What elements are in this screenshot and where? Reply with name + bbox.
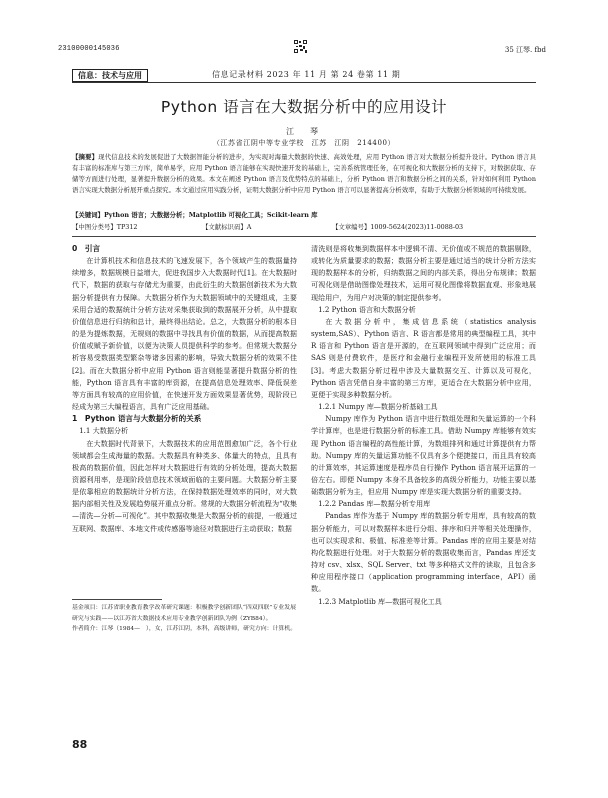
- journal-line: 信息记录材料 2023 年 11 月 第 24 卷第 11 期: [212, 70, 401, 79]
- document-code: 【文献标识码】A: [202, 223, 252, 231]
- keywords-label: 【关键词】: [72, 211, 104, 219]
- clc-number: 【中图分类号】TP312: [72, 223, 138, 231]
- keywords-text: Python 语言；大数据分析；Matplotlib 可视化工具；Scikit-learn 库: [103, 211, 318, 219]
- qr-code-icon: [294, 40, 307, 53]
- body-paragraph: 在大数据分析中，集成信息系统（statistics analysis system,SAS）、Python 语言、R 语言都是常用的典型编程工具，其中 R 语言和 Python 语言是开源的，在互联网领域中得到广泛应用；而 SAS 则是付费软件，是医疗和金融行业编程开发所使用的标准工具[3]。考虑大数据分析过程中涉及大量数据交互、计算以及可视化，Python 语言凭借自身丰富的第三方库，更适合在大数据分析中应用，更便于实现多种数据分析。: [311, 316, 536, 399]
- author-affiliation: （江苏省江阴中等专业学校 江苏 江阴 214400）: [212, 139, 396, 147]
- file-reference: 35 江琴. fbd: [504, 46, 546, 54]
- section-heading: 1 Python 语言与大数据分析的关系: [72, 414, 202, 424]
- keywords: [72, 210, 536, 221]
- article-title: Python 语言在大数据分析中的应用设计: [160, 98, 448, 116]
- abstract-rule: [72, 236, 536, 237]
- body-paragraph: Pandas 库作为基于 Numpy 库的数据分析专用库，具有较高的数据分析能力，可以对数据样本进行分组、排序和归并等相关处理操作，也可以实现求和、极值、标准差等计算。Pandas 库的应用主要是对结构化数据进行处理。对于大数据分析的数据收集而言，Pandas 库还支持对 csv、xlsx、SQL Server、txt 等多种格式文件的读取，且包含多种应用程序接口（application programming interface，API）函数。: [311, 511, 536, 594]
- abstract-label: 【摘要】: [72, 153, 99, 161]
- subsection-heading: 1.1 大数据分析: [79, 426, 129, 436]
- section-heading: 0 引言: [72, 244, 101, 253]
- body-paragraph: 清洗则是将收集到数据样本中逻辑不清、无价值或不规范的数据剔除，或转化为质量要求的数据；数据分析主要是通过适当的统计分析方法实现的数据样本的分析，归纳数据之间的内部关系，得出分布规律；数据可视化则是借助图像处理技术，运用可视化图像将数据直观、形象地展现给用户，为用户对决策的制定提供参考。: [311, 244, 536, 302]
- body-paragraph: 在大数据时代背景下，大数据技术的应用范围愈加广泛，各个行业领域都会生成海量的数据。大数据具有种类多、体量大的特点，且具有极高的数据价值，因此怎样对大数据进行有效的分析处理，提高大数据资源利用率，是现阶段信息技术领域面临的主要问题。大数据分析主要是依靠相应的数据统计分析方法，在保持数据处理效率的同时，对大数据内部相关性及发展趋势展开重点分析。常规的大数据分析流程为“收集—清洗—分析—可视化”。其中数据收集是大数据分析的前提，一般通过互联网、数据库、本地文件或传感器等途径对数据进行主动获取；数据: [72, 438, 297, 533]
- abstract-text: 现代信息技术的发展促进了大数据智能分析的进步，为实现对海量大数据的快速、高效处理，应用 Python 语言对大数据分析提升设计。Python 语言具有丰富的标准库与第三方库，简单易学，应用 Python 语言能够在实现快速开发的基础上，完善系统管理任务，在可视化和大数据分析的支持下，对数据获取、存储等方面进行处理，显著提升数据分析的效果。本文在阐述 Python 语言及优势特点的基础上，分析 Python 语言和数据分析之间的关系，针对如何利用 Python 语言实现大数据分析展开重点探究。本文通过应用实践分析，证明大数据分析中应用 Python 语言可以显著提高分析效率，有助于大数据分析领域的可持续发展。: [72, 153, 537, 194]
- subsection-heading: 1.2 Python 语言和大数据分析: [318, 304, 416, 314]
- fund-note: 基金项目：江苏省职业教育教学改革研究课题：积极教学创新团队“四双四联”专业发展研究与实践——以江苏省大数据技术应用专业教学创新团队为例（ZYB84）。: [72, 605, 296, 622]
- subsubsection-heading: 1.2.3 Matplotlib 库—数据可视化工具: [318, 596, 442, 606]
- footnote: [72, 603, 297, 635]
- header-rule: [72, 82, 536, 83]
- abstract: [72, 152, 536, 196]
- author-bio: 作者简介：江琴（1984— ），女，江苏江阴，本科，高级讲师，研究方向：计算机。: [72, 626, 297, 633]
- section-tag: 信息：技术与应用: [72, 69, 148, 82]
- article-number: 【文章编号】1009-5624(2023)11-0088-03: [332, 223, 464, 231]
- footnote-rule: [72, 599, 162, 600]
- body-paragraph: 在计算机技术和信息技术的飞速发展下，各个领域产生的数据量持续增多，数据规模日益增大，促进我国步入大数据时代[1]。在大数据时代下，数据的获取与存储尤为重要，由此衍生的大数据创新技术为大数据分析提供有力保障。大数据分析作为大数据领域中的关键组成，主要采用合适的数据统计分析方法对采集获取到的数据展开分析，从中提取价值信息进行归纳和总计，最终得出结论。总之，大数据分析的根本目的是为提炼数据，无规则的数据中寻找具有价值的数据，从而提高数据价值或赋予新价值，以便为决策人员提供科学的参考。但常规大数据分析容易受数据类型繁杂等诸多因素的影响，导致大数据分析的效果不佳[2]。而在大数据分析中应用 Python 语言则能显著提升数据分析的性能，Python 语言具有丰富的库资源，在提高信息处理效率、降低误差等方面具有较高的应用价值，在快速开发方面效果显著优势，现阶段已经成为第三大编程语言，具有广泛应用基础。: [72, 256, 297, 412]
- subsubsection-heading: 1.2.1 Numpy 库—数据分析基础工具: [318, 402, 438, 412]
- body-paragraph: Numpy 库作为 Python 语言中进行数组处理和矢量运算的一个科学计算库，也是进行数据分析的标准工具。借助 Numpy 库能够有效实现 Python 语言编程的高性能计算，为数组排列和通过计算提供有力帮助。Numpy 库的矢量运算功能不仅具有多个便捷接口，而且具有较高的计算效率，其运算速度是程序员自行操作 Python 语言展开运算的一倍左右。即便 Numpy 本身不具备较多的高级分析能力，功能主要以基础数据分析为主，但应用 Numpy 库是实现大数据分析的重要支持。: [311, 414, 536, 497]
- author-name: 江 琴: [286, 127, 322, 136]
- subsubsection-heading: 1.2.2 Pandas 库—数据分析专用库: [318, 499, 431, 509]
- right-column: [311, 243, 536, 608]
- document-id: 23100000145036: [58, 45, 120, 53]
- left-column: [72, 243, 297, 535]
- page-number: 88: [72, 738, 88, 751]
